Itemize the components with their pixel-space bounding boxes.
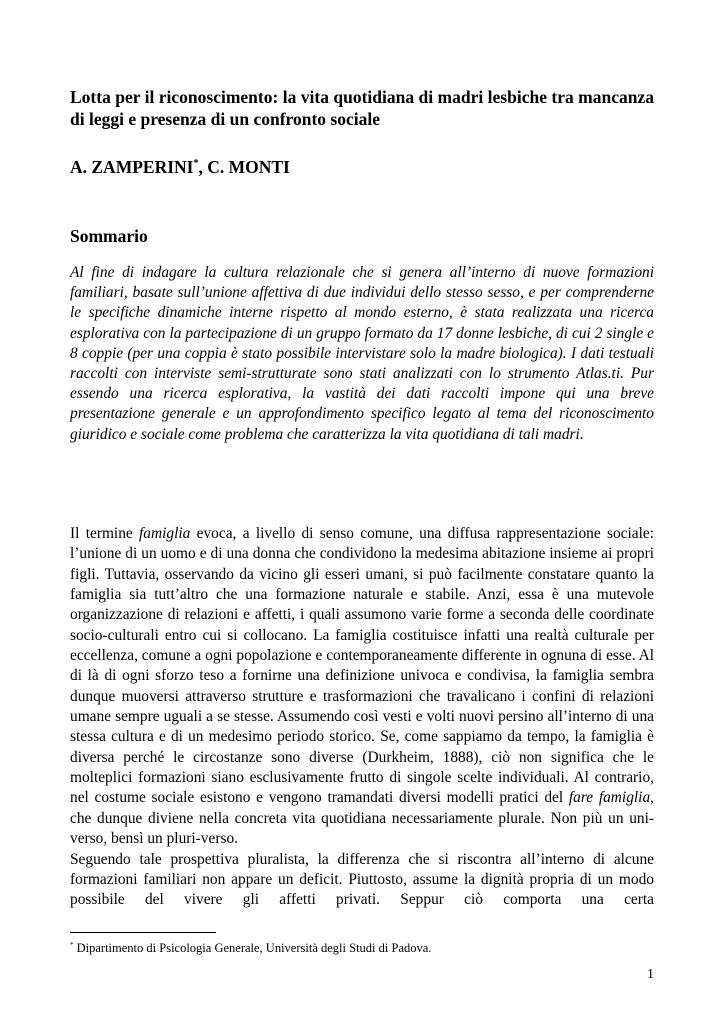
- abstract-text: Al fine di indagare la cultura relazionale che si genera all’interno di nuove formazioni familiari, basate sull’unione affettiva di due individui dello stesso sesso, e per comprenderne le specifiche dinamiche interne rispetto al mondo esterno, è stata realizzata una ricerca esplorativa con la partecipazione di un gruppo formato da 17 donne lesbiche, di cui 2 single e 8 coppie (per una coppia è stato possibile intervistare solo la madre biologica). I dati testuali raccolti con interviste semi-strutturate sono stati analizzati con lo strumento Atlas.ti. Pur essendo una ricerca esplorativa, la vastità dei dati raccolti impone qui una breve presentazione generale e un approfondimento specifico legato al tema del riconoscimento giuridico e sociale come problema che caratterizza la vita quotidiana di tali madri.: [70, 264, 654, 443]
- paper-title: Lotta per il riconoscimento: la vita quotidiana di madri lesbiche tra mancanza di leggi e presenza di un confronto sociale: [70, 87, 654, 129]
- author-first: A. ZAMPERINI: [70, 157, 194, 177]
- p1-emphasis-fare-famiglia: fare famiglia: [568, 789, 651, 807]
- page-number: 1: [647, 967, 654, 982]
- body-paragraph-2: Seguendo tale prospettiva pluralista, la differenza che si riscontra all’interno di alcune formazioni familiari non appare un deficit. Piuttosto, assume la dignità propria di un modo possibile del vivere gli affetti privati. Seppur ciò comporta una certa: [70, 850, 654, 909]
- author-footnote-mark: *: [193, 158, 199, 170]
- body-paragraph-1: [70, 524, 654, 850]
- body-text: [70, 524, 654, 911]
- p1-emphasis-famiglia: famiglia: [139, 525, 191, 542]
- p1-middle: evoca, a livello di senso comune, una diffusa rappresentazione sociale: l’unione di un uomo e di una donna che condividono la medesima abitazione insieme ai propri figli. Tuttavia, osservando da vicino gli esseri umani, si può facilmente constatare quanto la famiglia sia tutt’altro che una formazione naturale e stabile. Anzi, essa è una mutevole organizzazione di relazioni e affetti, i quali assumono varie forme a seconda delle coordinate socio-culturali entro cui si collocano. La famiglia costituisce infatti una realtà culturale per eccellenza, comune a ogni popolazione e contemporaneamente differente in ognuna di esse. Al di là di ogni sforzo teso a fornirne una definizione univoca e condivisa, la famiglia sembra dunque muoversi attraverso strutture e trasformazioni che travalicano i confini di relazioni umane sempre uguali a se stesse. Assumendo così vesti e volti nuovi persino all’interno di una stessa cultura e di un medesimo periodo storico. Se, come sappiamo da tempo, la famiglia è diversa perché le circostanze sono diverse (Durkheim, 1888), ciò non significa che le molteplici formazioni siano esclusivamente frutto di singole scelte individuali. Al contrario, nel costume sociale esistono e vengono tramandati diversi modelli pratici del: [70, 525, 654, 807]
- author-line: [70, 156, 290, 178]
- footnote-text: Dipartimento di Psicologia Generale, Università degli Studi di Padova.: [73, 941, 432, 955]
- footnote-mark: *: [70, 940, 74, 949]
- p1-start: Il termine: [70, 525, 140, 542]
- footnote-separator: [70, 932, 216, 933]
- summary-heading: Sommario: [70, 226, 148, 246]
- p1-end: , che dunque diviene nella concreta vita quotidiana necessariamente plurale. Non più un uni-verso, bensì un pluri-verso.: [70, 789, 654, 848]
- footnote: [70, 940, 431, 956]
- author-rest: , C. MONTI: [198, 157, 290, 177]
